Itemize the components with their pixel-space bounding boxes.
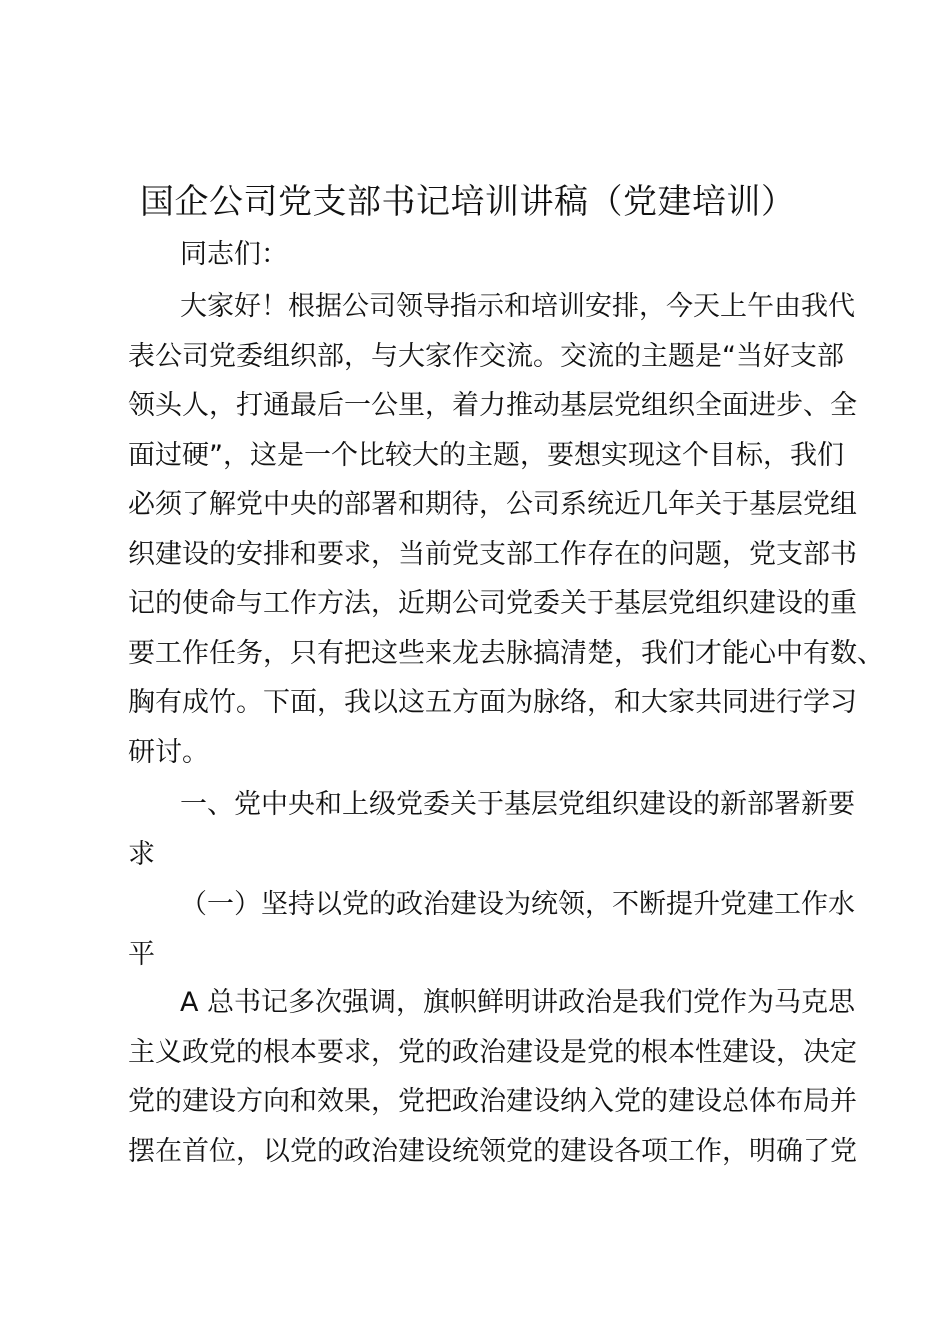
paragraph-line: 胸有成竹。下面，我以这五方面为脉络，和大家共同进行学习 bbox=[128, 687, 857, 718]
salutation-text: 同志们： bbox=[180, 239, 288, 270]
paragraph-political-building bbox=[128, 978, 857, 1176]
subsection-heading-1 bbox=[128, 880, 855, 979]
section-heading-1 bbox=[128, 780, 855, 879]
paragraph-line: 必须了解党中央的部署和期待，公司系统近几年关于基层党组 bbox=[128, 489, 857, 520]
paragraph-line: A 总书记多次强调，旗帜鲜明讲政治是我们党作为马克思 bbox=[180, 987, 856, 1018]
paragraph-line: 大家好！根据公司领导指示和培训安排，今天上午由我代 bbox=[180, 291, 855, 322]
paragraph-intro bbox=[128, 282, 884, 777]
paragraph-line: 记的使命与工作方法，近期公司党委关于基层党组织建设的重 bbox=[128, 588, 857, 619]
paragraph-line: 表公司党委组织部，与大家作交流。交流的主题是“当好支部 bbox=[128, 340, 844, 372]
paragraph-line: 要工作任务，只有把这些来龙去脉搞清楚，我们才能心中有数、 bbox=[128, 637, 884, 669]
paragraph-line: 主义政党的根本要求，党的政治建设是党的根本性建设，决定 bbox=[128, 1036, 857, 1068]
heading-line: 平 bbox=[128, 938, 155, 970]
salutation bbox=[128, 230, 840, 280]
paragraph-line: 研讨。 bbox=[128, 736, 209, 768]
paragraph-line: 党的建设方向和效果，党把政治建设纳入党的建设总体布局并 bbox=[128, 1086, 857, 1117]
paragraph-line: 领头人，打通最后一公里，着力推动基层党组织全面进步、全 bbox=[128, 390, 857, 421]
paragraph-line: 织建设的安排和要求，当前党支部工作存在的问题，党支部书 bbox=[128, 538, 857, 570]
document-title: 国企公司党支部书记培训讲稿（党建培训） bbox=[140, 182, 796, 222]
paragraph-line: 摆在首位，以党的政治建设统领党的建设各项工作，明确了党 bbox=[128, 1135, 857, 1167]
heading-line: （一）坚持以党的政治建设为统领，不断提升党建工作水 bbox=[180, 889, 855, 920]
paragraph-line: 面过硬”，这是一个比较大的主题，要想实现这个目标，我们 bbox=[128, 439, 844, 471]
heading-line: 求 bbox=[128, 838, 155, 870]
heading-line: 一、党中央和上级党委关于基层党组织建设的新部署新要 bbox=[180, 789, 855, 820]
